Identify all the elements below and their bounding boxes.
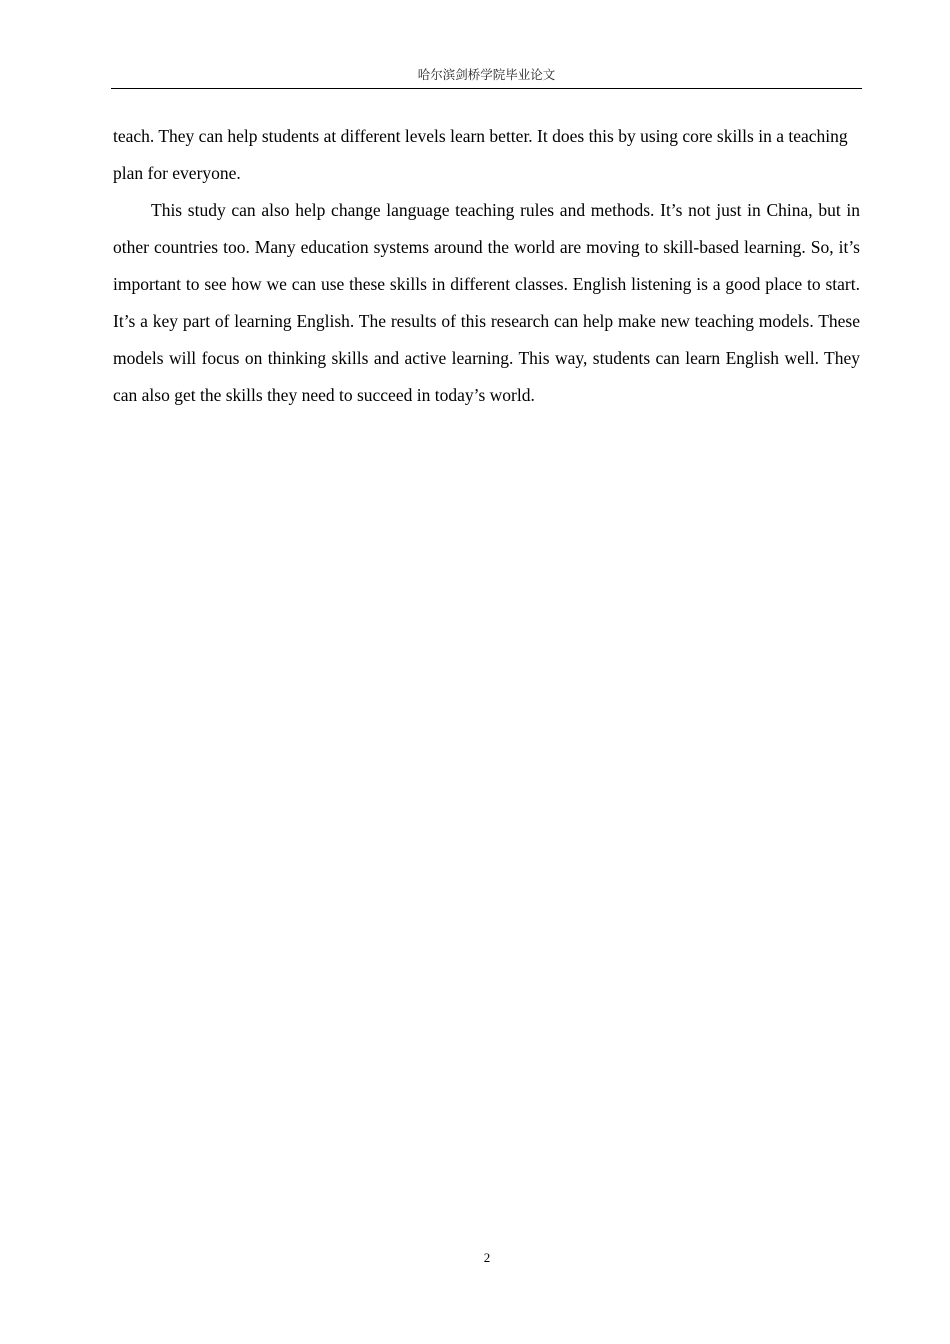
page-header (111, 66, 862, 89)
paragraph-continued: teach. They can help students at different levels learn better. It does this by using core skills in a teaching plan for everyone. (113, 126, 848, 183)
paragraph: This study can also help change language teaching rules and methods. It’s not just in China, but in other countries too. Many education systems around the world are moving to skill-based learning. So, it’s important to see how we can use these skills in different classes. English listening is a good place to start. It’s a key part of learning English. The results of this research can help make new teaching models. These models will focus on thinking skills and active learning. This way, students can learn English well. They can also get the skills they need to succeed in today’s world. (113, 200, 860, 405)
body-text (113, 118, 860, 414)
header-title: 哈尔滨剑桥学院毕业论文 (417, 67, 556, 82)
page-number: 2 (483, 1250, 491, 1265)
